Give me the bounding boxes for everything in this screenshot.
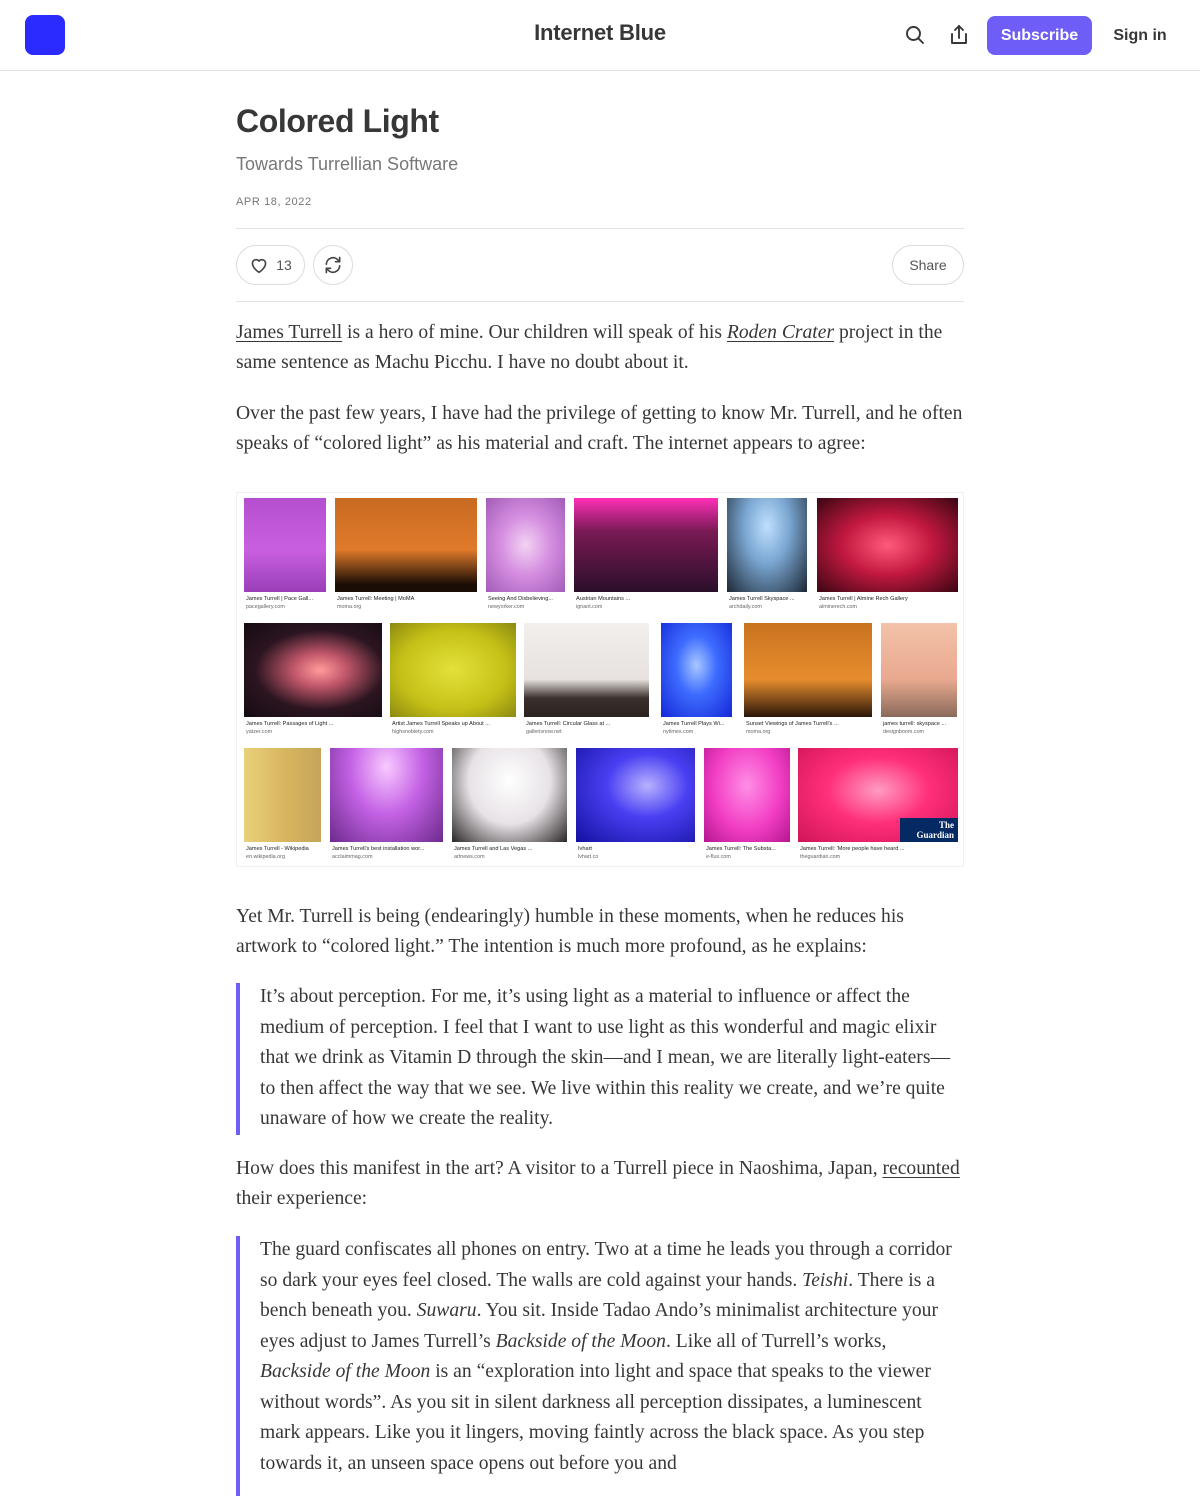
image-thumbnail[interactable] xyxy=(524,623,649,717)
subscribe-button[interactable]: Subscribe xyxy=(987,16,1092,55)
image-caption[interactable]: Seeing And Disbelieving... xyxy=(488,596,553,602)
italic-text: Backside of the Moon xyxy=(495,1330,666,1352)
image-thumbnail[interactable] xyxy=(576,748,695,842)
image-thumbnail[interactable] xyxy=(486,498,565,592)
image-result-tile[interactable] xyxy=(576,748,695,866)
image-source: archdaily.com xyxy=(729,604,762,610)
image-source: moma.org xyxy=(337,604,362,610)
image-thumbnail[interactable] xyxy=(330,748,443,842)
image-caption[interactable]: James Turrell: The Substa... xyxy=(706,846,776,852)
divider xyxy=(236,301,964,302)
image-thumbnail[interactable] xyxy=(390,623,516,717)
text: . Like all of Turrell’s works, xyxy=(665,1330,887,1352)
image-source: theguardian.com xyxy=(800,854,841,860)
image-result-tile[interactable] xyxy=(335,498,477,616)
paragraph xyxy=(236,1154,964,1214)
image-caption[interactable]: Sunset Viewings of James Turrell's ... xyxy=(746,721,839,727)
image-result-tile[interactable] xyxy=(244,498,326,616)
image-caption[interactable]: James Turrell: Meeting | MoMA xyxy=(337,596,415,602)
image-caption[interactable]: James Turrell: Passages of Light ... xyxy=(246,721,334,727)
image-source: newyorker.com xyxy=(488,604,525,610)
heart-icon xyxy=(249,256,269,274)
roden-crater-link[interactable]: Roden Crater xyxy=(726,322,835,343)
top-navbar xyxy=(0,0,1200,71)
image-thumbnail[interactable] xyxy=(817,498,958,592)
image-thumbnail[interactable] xyxy=(574,498,718,592)
image-source: gallerisnow.net xyxy=(526,729,562,735)
image-result-tile[interactable] xyxy=(727,498,807,616)
image-source: highsnobiety.com xyxy=(392,729,434,735)
text: is an “exploration into light and space that speaks to the viewer without words”. As you sit in silent darkness all perception dissipates, a luminescent mark appears. Like you it lingers, moving faintly across the black space. As you step towards it, an unseen space opens out before you and xyxy=(260,1361,931,1474)
image-result-tile[interactable] xyxy=(574,498,718,616)
image-result-tile[interactable] xyxy=(330,748,443,866)
image-source: en.wikipedia.org xyxy=(246,854,285,860)
search-icon[interactable] xyxy=(901,21,929,49)
image-result-tile[interactable] xyxy=(244,748,321,866)
divider xyxy=(236,228,964,229)
image-result-tile[interactable] xyxy=(798,748,958,866)
image-source: artnews.com xyxy=(454,854,485,860)
text: is a hero of mine. Our children will speak of his xyxy=(342,322,727,343)
paragraph: Over the past few years, I have had the privilege of getting to know Mr. Turrell, and he often speaks of “colored light” as his material and craft. The internet appears to agree: xyxy=(236,403,963,454)
image-caption[interactable]: James Turrell: 'More people have heard ... xyxy=(800,846,905,852)
image-search-grid[interactable] xyxy=(236,492,964,867)
image-source: yatzer.com xyxy=(246,729,273,735)
post-title: Colored Light xyxy=(236,103,439,139)
italic-text: Teishi xyxy=(802,1269,849,1291)
image-result-tile[interactable] xyxy=(524,623,649,741)
image-thumbnail[interactable] xyxy=(335,498,477,592)
image-source: designboom.com xyxy=(883,729,925,735)
guardian-logo: The Guardian xyxy=(900,818,958,842)
image-thumbnail[interactable] xyxy=(244,623,382,717)
image-caption[interactable]: Ivhart xyxy=(578,846,592,852)
image-caption[interactable]: James Turrell: Circular Glass at ... xyxy=(526,721,611,727)
quote-text xyxy=(260,1235,962,1479)
text: . You sit. Inside Tadao Ando’s minimalist architecture your eyes adjust to James Turrell’s xyxy=(260,1300,938,1352)
quote-text: It’s about perception. For me, it’s using light as a material to influence or affect the medium of perception. I feel that I want to use light as this wonderful and magic elixir that we drink as Vitamin D through the skin—and I mean, we are literally light-eaters—to then affect the way that we see. We live within this reality we create, and we’re quite unaware of how we create the reality. xyxy=(260,986,951,1129)
james-turrell-link[interactable]: James Turrell xyxy=(236,322,343,343)
post-subtitle: Towards Turrellian Software xyxy=(236,154,459,174)
image-caption[interactable]: James Turrell and Las Vegas ... xyxy=(454,846,533,852)
image-thumbnail[interactable] xyxy=(704,748,790,842)
image-caption[interactable]: James Turrell Skyspace ... xyxy=(729,596,795,602)
blockquote xyxy=(236,1236,964,1496)
image-result-tile[interactable] xyxy=(881,623,957,741)
image-source: acclaimmag.com xyxy=(332,854,373,860)
italic-text: Suwaru xyxy=(416,1300,477,1321)
italic-text: Backside of the Moon xyxy=(260,1361,431,1382)
image-result-tile[interactable] xyxy=(390,623,516,741)
image-thumbnail[interactable] xyxy=(727,498,807,592)
image-caption[interactable]: James Turrell | Pace Gall... xyxy=(246,596,314,602)
image-source: lvhart.co xyxy=(578,854,599,860)
restack-button[interactable] xyxy=(313,245,353,285)
image-caption[interactable]: James Turrell Plays Wi... xyxy=(663,721,725,727)
publication-name[interactable]: Internet Blue xyxy=(534,20,666,45)
sign-in-button[interactable]: Sign in xyxy=(1113,26,1167,44)
image-caption[interactable]: james turrell: skyspace ... xyxy=(883,721,947,727)
image-result-tile[interactable] xyxy=(744,623,872,741)
text: The guard confiscates all phones on entry. Two at a time he leads you through a corridor so dark your eyes feel closed. The walls are cold against your hands. xyxy=(260,1239,952,1291)
image-result-tile[interactable] xyxy=(452,748,567,866)
paragraph: Yet Mr. Turrell is being (endearingly) humble in these moments, when he reduces his artwork to “colored light.” The intention is much more profound, as he explains: xyxy=(236,906,904,957)
image-thumbnail[interactable] xyxy=(452,748,567,842)
like-button[interactable] xyxy=(236,245,305,285)
image-thumbnail[interactable] xyxy=(244,498,326,592)
image-caption[interactable]: James Turrell's best installation wor... xyxy=(332,846,425,852)
image-caption[interactable]: James Turrell - Wikipedia xyxy=(246,846,309,852)
blockquote xyxy=(236,983,964,1135)
image-result-tile[interactable] xyxy=(817,498,958,616)
image-thumbnail[interactable] xyxy=(244,748,321,842)
image-source: moma.org xyxy=(746,729,771,735)
image-caption[interactable]: James Turrell | Almine Rech Gallery xyxy=(819,596,908,602)
image-thumbnail[interactable] xyxy=(881,623,957,717)
text: their experience: xyxy=(236,1188,368,1209)
image-thumbnail[interactable] xyxy=(661,623,732,717)
image-thumbnail[interactable] xyxy=(744,623,872,717)
recounted-link[interactable]: recounted xyxy=(882,1158,960,1179)
paragraph xyxy=(236,318,964,378)
image-result-tile[interactable] xyxy=(704,748,790,866)
restack-icon xyxy=(323,255,343,275)
post-date: APR 18, 2022 xyxy=(236,196,312,208)
like-count: 13 xyxy=(276,257,292,273)
image-source: e-flux.com xyxy=(706,854,731,860)
share-button[interactable]: Share xyxy=(892,245,964,285)
text: . There is a bench beneath you. xyxy=(260,1269,935,1321)
image-source: alminerech.com xyxy=(819,604,858,610)
image-caption[interactable]: Austrian Mountains ... xyxy=(576,596,631,602)
image-source: pacegallery.com xyxy=(246,604,285,610)
image-result-tile[interactable] xyxy=(486,498,565,616)
image-caption[interactable]: Artist James Turrell Speaks up About ... xyxy=(392,721,490,727)
text: How does this manifest in the art? A visitor to a Turrell piece in Naoshima, Japan, xyxy=(236,1158,883,1179)
share-upload-icon[interactable] xyxy=(945,21,973,49)
image-source: ignant.com xyxy=(576,604,603,610)
image-result-tile[interactable] xyxy=(244,623,382,741)
image-result-tile[interactable] xyxy=(661,623,732,741)
text: project in the same sentence as Machu Picchu. I have no doubt about it. xyxy=(236,322,943,373)
image-source: nytimes.com xyxy=(663,729,694,735)
